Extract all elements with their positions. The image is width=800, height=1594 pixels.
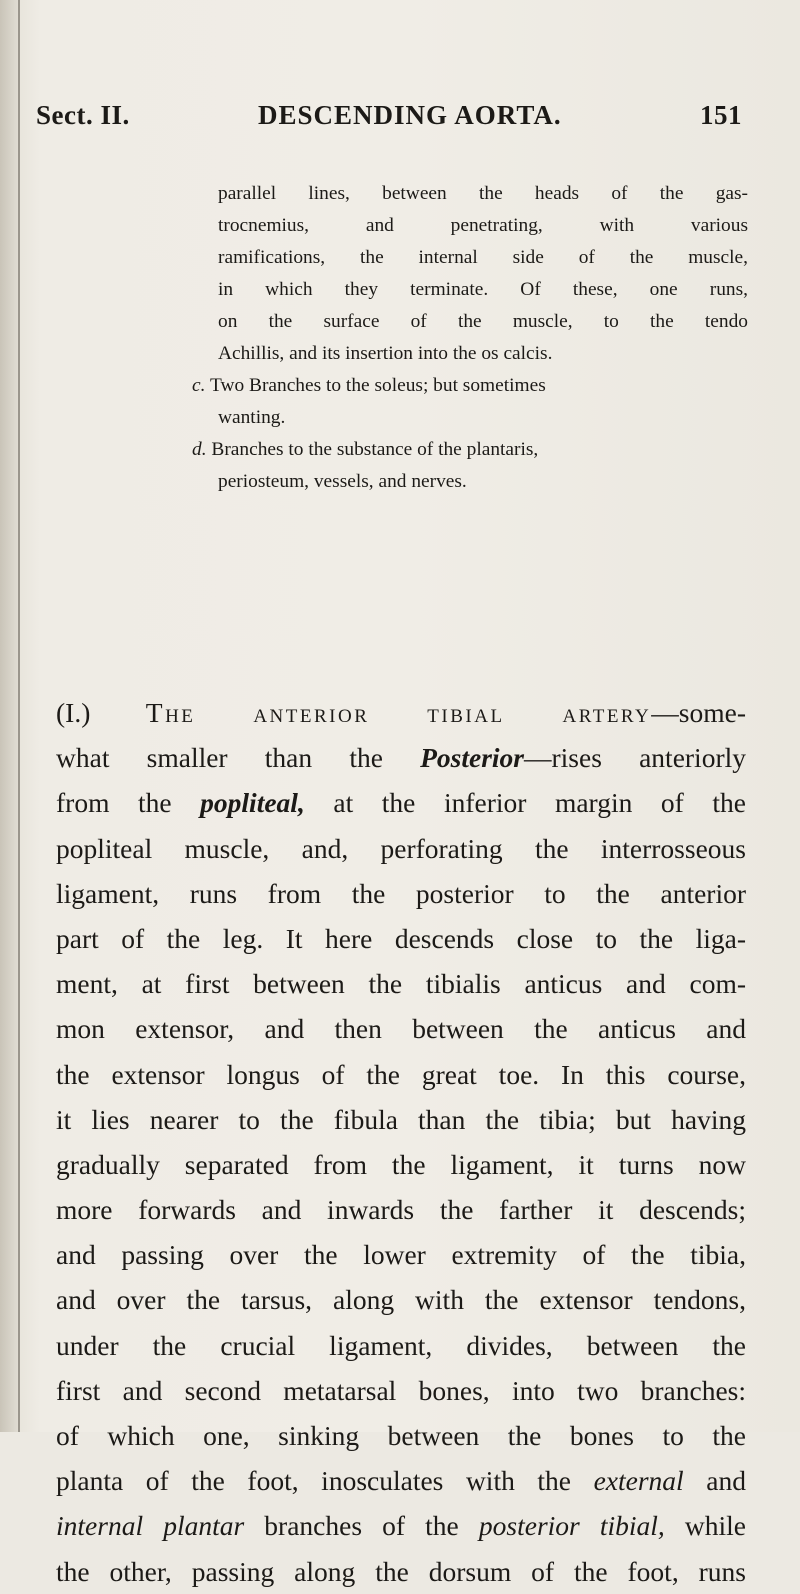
text-line: mon extensor, and then between the anticus and (56, 1013, 746, 1045)
item-d-continuation: periosteum, vessels, and nerves. (218, 471, 467, 492)
text-line: part of the leg. It here descends close to the liga- (56, 922, 746, 954)
text-line: and over the tarsus, along with the extensor tendons, (56, 1284, 746, 1316)
text-fragment: and (683, 1465, 746, 1497)
section-heading-line (56, 690, 746, 735)
text-line: under the crucial ligament, divides, between the (56, 1329, 746, 1361)
item-d-line (192, 434, 748, 466)
text-fragment: from the (56, 787, 201, 819)
binding-edge (0, 0, 20, 1432)
italic-term: internal plantar (56, 1510, 245, 1542)
text-fragment: planta of the foot, inosculates with the (56, 1465, 594, 1497)
text-line: ramifications, the internal side of the muscle, (218, 247, 748, 268)
text-line: the extensor longus of the great toe. In this course, (56, 1058, 746, 1090)
italic-term: popliteal, (200, 787, 305, 819)
gutter-line (18, 0, 20, 1432)
text-line (56, 1503, 746, 1548)
section-heading: The anterior tibial artery (145, 697, 652, 728)
text-line (56, 1458, 746, 1503)
item-letter: c. (192, 375, 206, 396)
text-line: in which they terminate. Of these, one runs, (218, 279, 748, 300)
italic-term: Posterior (420, 742, 524, 774)
text-line (56, 780, 746, 825)
item-letter: d. (192, 439, 207, 460)
text-fragment: at the inferior margin of the (304, 787, 746, 819)
text-line: ligament, runs from the posterior to the anterior (56, 877, 746, 909)
section-label: Sect. II. (36, 100, 130, 130)
text-line: of which one, sinking between the bones to the (56, 1420, 746, 1451)
running-title: DESCENDING AORTA. (258, 100, 562, 130)
section-marker: (I.) (56, 697, 91, 728)
text-fragment: what smaller than the (56, 742, 421, 774)
item-c-text: Two Branches to the soleus; but sometimes (209, 375, 546, 396)
italic-term: posterior tibial, (478, 1510, 665, 1542)
running-header (36, 98, 742, 138)
section-I-text (56, 690, 746, 1594)
item-d-text: Branches to the substance of the plantaris, (211, 439, 539, 460)
text-fragment: branches of the (244, 1510, 479, 1542)
text-line: popliteal muscle, and, perforating the interrosseous (56, 832, 746, 864)
text-line: gradually separated from the ligament, it turns now (56, 1148, 746, 1180)
heading-tail: —some- (651, 697, 746, 728)
italic-term: external (593, 1465, 684, 1497)
text-line: first and second metatarsal bones, into two branches: (56, 1374, 746, 1406)
text-line: more forwards and inwards the farther it descends; (56, 1194, 746, 1226)
text-line: trocnemius, and penetrating, with various (218, 215, 748, 236)
item-c-continuation: wanting. (218, 407, 286, 428)
text-fragment: while (664, 1510, 747, 1542)
text-line: it lies nearer to the fibula than the tibia; but having (56, 1103, 746, 1135)
text-fragment: —rises anteriorly (524, 742, 746, 774)
text-line: the other, passing along the dorsum of the foot, runs (56, 1555, 746, 1587)
text-line: parallel lines, between the heads of the gas- (218, 183, 748, 204)
text-line: on the surface of the muscle, to the tendo (218, 311, 748, 332)
page-number: 151 (700, 100, 742, 130)
subsection-b-text (192, 178, 748, 498)
text-line: and passing over the lower extremity of the tibia, (56, 1239, 746, 1271)
text-line: Achillis, and its insertion into the os calcis. (218, 343, 553, 364)
text-line (56, 735, 746, 780)
text-line: ment, at first between the tibialis anticus and com- (56, 968, 746, 1000)
item-c-line (192, 370, 748, 402)
